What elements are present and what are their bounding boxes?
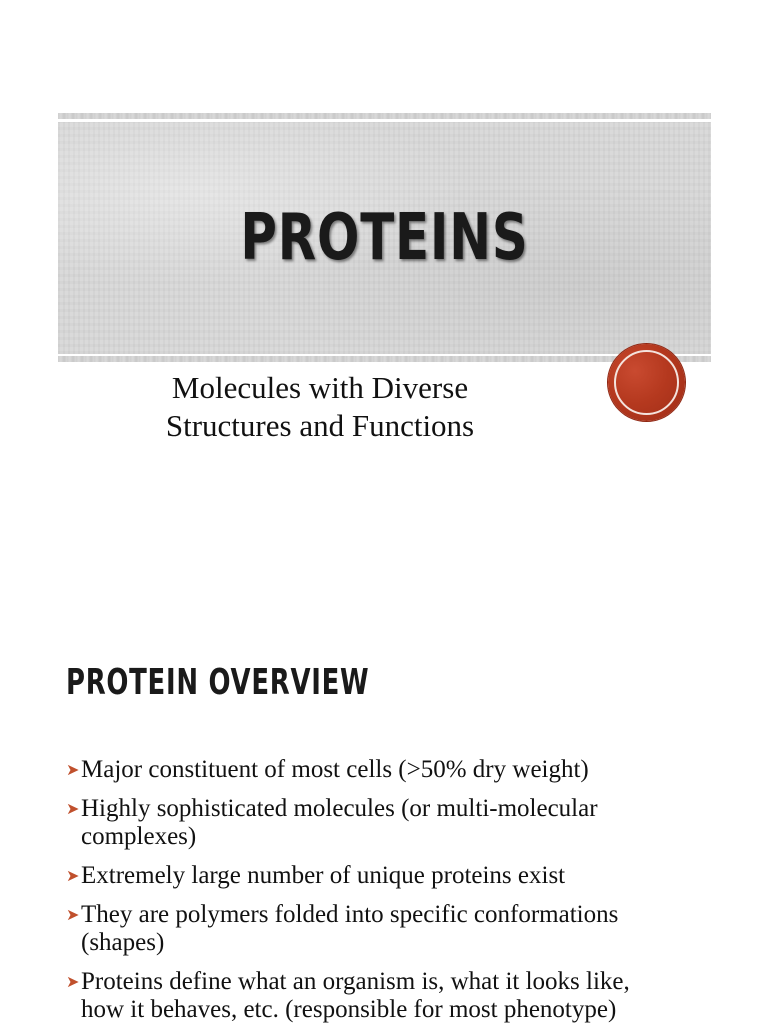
- list-item: [66, 795, 746, 851]
- bullet-line-2: (shapes): [81, 929, 165, 956]
- arrowhead-icon: ➤: [66, 972, 80, 991]
- section-title: PROTEIN OVERVIEW: [66, 662, 370, 703]
- bullet-line-1: They are polymers folded into specific conformations: [81, 901, 619, 928]
- slide-subtitle: [110, 369, 530, 445]
- bullet-list: [66, 756, 746, 1024]
- decorative-circle-badge: [608, 344, 685, 421]
- subtitle-line-1: Molecules with Diverse: [171, 370, 469, 405]
- list-item: [66, 862, 746, 890]
- title-band-top-border: [58, 113, 711, 119]
- list-item: [66, 968, 746, 1024]
- list-item: [66, 756, 746, 784]
- badge-ring: [614, 350, 679, 415]
- arrowhead-icon: ➤: [66, 760, 80, 779]
- arrowhead-icon: ➤: [66, 799, 80, 818]
- list-item: [66, 901, 746, 957]
- bullet-line-1: Major constituent of most cells (>50% dry weight): [81, 756, 589, 783]
- arrowhead-icon: ➤: [66, 866, 80, 885]
- bullet-line-2: complexes): [81, 823, 197, 850]
- arrowhead-icon: ➤: [66, 905, 80, 924]
- subtitle-line-2: Structures and Functions: [165, 408, 475, 443]
- bullet-line-1: Proteins define what an organism is, what it looks like,: [81, 968, 630, 995]
- bullet-line-2: how it behaves, etc. (responsible for most phenotype): [81, 996, 617, 1023]
- slide-title: PROTEINS: [240, 201, 529, 275]
- bullet-line-1: Highly sophisticated molecules (or multi-molecular: [81, 795, 598, 822]
- bullet-line-1: Extremely large number of unique proteins exist: [81, 862, 566, 889]
